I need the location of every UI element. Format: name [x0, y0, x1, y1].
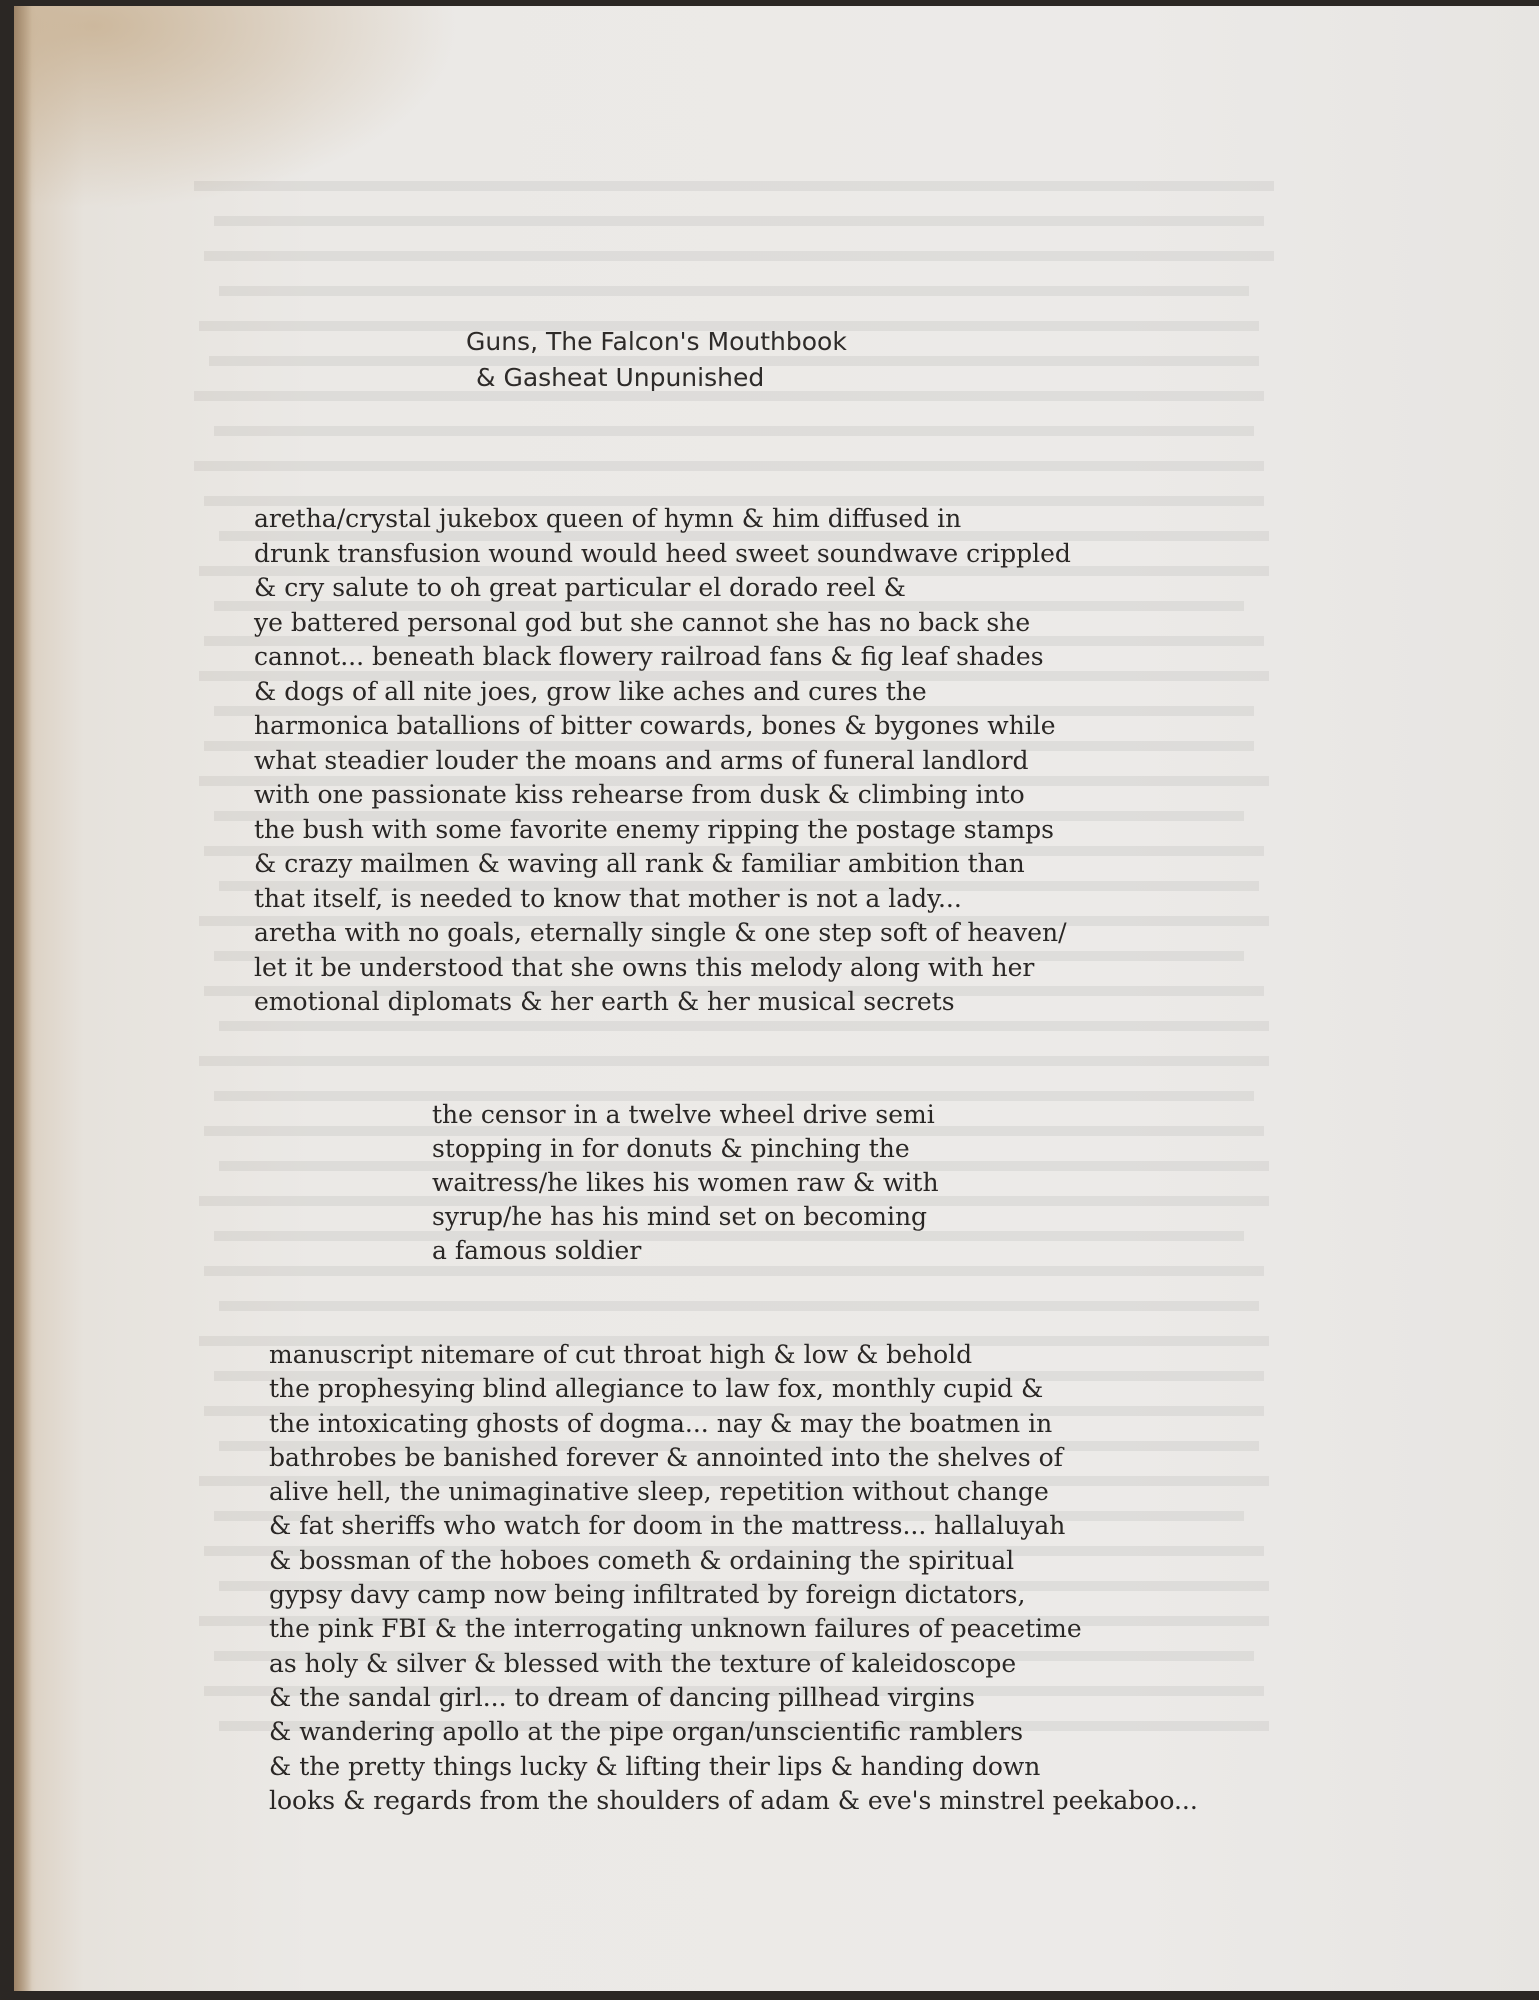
- poem-line: harmonica batallions of bitter cowards, bones & bygones while: [254, 711, 1056, 740]
- poem-line: & wandering apollo at the pipe organ/unscientific ramblers: [269, 1717, 1024, 1747]
- stanza-3: [269, 1338, 1198, 1818]
- poem-line: & fat sheriffs who watch for doom in the mattress... hallaluyah: [269, 1511, 1066, 1541]
- poem-line: manuscript nitemare of cut throat high & low & behold: [269, 1340, 973, 1369]
- poem-line: the censor in a twelve wheel drive semi: [432, 1100, 935, 1129]
- poem-line: looks & regards from the shoulders of adam & eve's minstrel peekaboo...: [269, 1785, 1198, 1815]
- poem-line: & dogs of all nite joes, grow like aches and cures the: [254, 676, 927, 706]
- poem-line: the intoxicating ghosts of dogma... nay & may the boatmen in: [269, 1408, 1053, 1438]
- poem-line: & the pretty things lucky & lifting their lips & handing down: [269, 1751, 1041, 1781]
- poem-line: syrup/he has his mind set on becoming: [432, 1202, 928, 1231]
- poem-line: as holy & silver & blessed with the texture of kaleidoscope: [269, 1648, 1017, 1678]
- poem-title: [466, 324, 847, 396]
- poem-line: aretha with no goals, eternally single & one step soft of heaven/: [254, 918, 1067, 947]
- poem-line: & the sandal girl... to dream of dancing pillhead virgins: [269, 1682, 975, 1712]
- stanza-2: [432, 1098, 939, 1268]
- poem-line: stopping in for donuts & pinching the: [432, 1134, 910, 1163]
- poem-line: waitress/he likes his women raw & with: [432, 1168, 939, 1197]
- poem-title-line-2: & Gasheat Unpunished: [476, 363, 765, 392]
- poem-line: aretha/crystal jukebox queen of hymn & him diffused in: [254, 504, 962, 533]
- poem-line: & bossman of the hoboes cometh & ordaining the spiritual: [269, 1545, 1015, 1575]
- poem-line: that itself, is needed to know that mother is not a lady...: [254, 883, 962, 913]
- poem-line: the bush with some favorite enemy ripping the postage stamps: [254, 814, 1055, 844]
- poem-line: the prophesying blind allegiance to law fox, monthly cupid &: [269, 1374, 1044, 1404]
- poem-line: with one passionate kiss rehearse from dusk & climbing into: [254, 780, 1025, 809]
- poem-line: the pink FBI & the interrogating unknown failures of peacetime: [269, 1614, 1082, 1644]
- poem-line: cannot... beneath black flowery railroad fans & fig leaf shades: [254, 642, 1044, 671]
- book-page: [14, 6, 1539, 1991]
- poem-line: drunk transfusion wound would heed sweet soundwave crippled: [254, 538, 1071, 568]
- poem-line: & crazy mailmen & waving all rank & familiar ambition than: [254, 849, 1025, 878]
- poem-line: what steadier louder the moans and arms of funeral landlord: [254, 745, 1029, 775]
- poem-line: bathrobes be banished forever & annointed into the shelves of: [269, 1442, 1063, 1472]
- poem-title-line-1: Guns, The Falcon's Mouthbook: [466, 327, 847, 356]
- poem-line: emotional diplomats & her earth & her musical secrets: [254, 987, 955, 1016]
- poem-line: alive hell, the unimaginative sleep, repetition without change: [269, 1477, 1049, 1507]
- poem-line: gypsy davy camp now being infiltrated by foreign dictators,: [269, 1580, 1026, 1610]
- stanza-1: [254, 502, 1071, 1020]
- poem-line: a famous soldier: [432, 1236, 642, 1265]
- poem-line: & cry salute to oh great particular el dorado reel &: [254, 573, 906, 602]
- poem-line: let it be understood that she owns this melody along with her: [254, 952, 1035, 982]
- poem-line: ye battered personal god but she cannot she has no back she: [254, 607, 1031, 637]
